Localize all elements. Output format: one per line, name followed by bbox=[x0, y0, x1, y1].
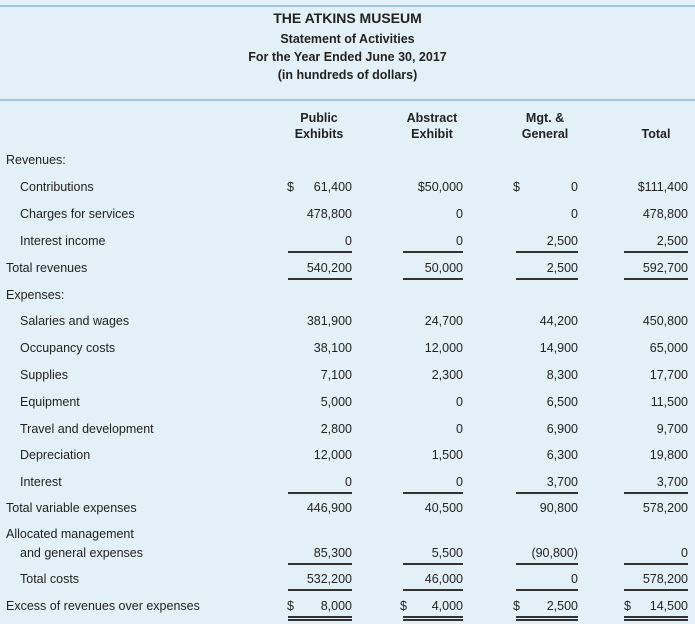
table-cell: 14,900 bbox=[539, 341, 578, 355]
table-cell: 0 bbox=[456, 207, 463, 221]
table-cell: 6,500 bbox=[546, 395, 578, 409]
statement-period: For the Year Ended June 30, 2017 bbox=[248, 50, 447, 64]
table-cell: 65,000 bbox=[649, 341, 688, 355]
underline bbox=[624, 563, 688, 565]
dollar-sign: $ bbox=[513, 180, 520, 194]
underline bbox=[624, 251, 688, 253]
underline bbox=[288, 616, 352, 618]
column-header-line2: Total bbox=[641, 127, 671, 141]
double-underline bbox=[624, 619, 688, 621]
table-cell: 2,500 bbox=[546, 234, 578, 248]
row-label: Expenses: bbox=[6, 288, 65, 302]
table-cell: 2,300 bbox=[431, 368, 463, 382]
table-cell: 0 bbox=[456, 395, 463, 409]
column-header-line1: Public bbox=[300, 111, 338, 125]
column-header-line2: Exhibit bbox=[411, 127, 453, 141]
dollar-sign: $ bbox=[513, 599, 520, 613]
table-cell: 478,800 bbox=[306, 207, 352, 221]
underline bbox=[624, 278, 688, 280]
row-label: Interest income bbox=[20, 234, 106, 248]
table-cell: (90,800) bbox=[531, 546, 578, 560]
table-cell: 3,700 bbox=[656, 475, 688, 489]
table-cell: 40,500 bbox=[424, 501, 463, 515]
top-rule bbox=[0, 5, 695, 7]
table-cell: 9,700 bbox=[656, 422, 688, 436]
underline bbox=[403, 492, 463, 494]
underline bbox=[288, 251, 352, 253]
underline bbox=[403, 589, 463, 591]
dollar-sign: $ bbox=[287, 599, 294, 613]
table-cell: 44,200 bbox=[539, 314, 578, 328]
column-header-line2: Exhibits bbox=[294, 127, 344, 141]
double-underline bbox=[516, 619, 578, 621]
table-cell: 11,500 bbox=[650, 395, 688, 409]
table-cell: 8,000 bbox=[320, 599, 352, 613]
underline bbox=[288, 492, 352, 494]
table-cell: 4,000 bbox=[431, 599, 463, 613]
underline bbox=[624, 492, 688, 494]
table-cell: 0 bbox=[571, 572, 578, 586]
column-header-line1 bbox=[606, 110, 695, 126]
row-label: Supplies bbox=[20, 368, 68, 382]
table-cell: 0 bbox=[345, 475, 352, 489]
underline bbox=[516, 616, 578, 618]
column-header-1 bbox=[382, 110, 482, 142]
column-header-line1: Abstract bbox=[406, 111, 458, 125]
underline bbox=[403, 251, 463, 253]
table-cell: 61,400 bbox=[313, 180, 352, 194]
column-header-0 bbox=[269, 110, 369, 142]
table-cell: 14,500 bbox=[649, 599, 688, 613]
double-underline bbox=[403, 619, 463, 621]
table-cell: $111,400 bbox=[637, 180, 688, 194]
table-cell: 17,700 bbox=[649, 368, 688, 382]
row-label: Salaries and wages bbox=[20, 314, 130, 328]
row-label: Excess of revenues over expenses bbox=[6, 599, 200, 613]
table-cell: 38,100 bbox=[313, 341, 352, 355]
row-label: Charges for services bbox=[20, 207, 135, 221]
table-cell: 19,800 bbox=[649, 448, 688, 462]
table-cell: 0 bbox=[456, 234, 463, 248]
row-label-continued: and general expenses bbox=[20, 546, 144, 560]
dollar-sign: $ bbox=[624, 599, 631, 613]
underline bbox=[516, 278, 578, 280]
table-cell: 12,000 bbox=[313, 448, 352, 462]
table-cell: 6,300 bbox=[546, 448, 578, 462]
row-label: Equipment bbox=[20, 395, 80, 409]
table-cell: 50,000 bbox=[424, 261, 463, 275]
dollar-sign: $ bbox=[287, 180, 294, 194]
table-cell: 0 bbox=[571, 207, 578, 221]
dollar-sign: $ bbox=[400, 599, 407, 613]
table-cell: 0 bbox=[456, 422, 463, 436]
table-cell: 578,200 bbox=[642, 572, 688, 586]
row-label: Interest bbox=[20, 475, 62, 489]
underline bbox=[403, 278, 463, 280]
table-cell: 7,100 bbox=[320, 368, 352, 382]
underline bbox=[516, 492, 578, 494]
table-cell: 2,500 bbox=[656, 234, 688, 248]
table-cell: 24,700 bbox=[424, 314, 463, 328]
row-label: Allocated management bbox=[6, 527, 134, 541]
table-cell: 2,800 bbox=[320, 422, 352, 436]
underline bbox=[516, 251, 578, 253]
table-cell: 8,300 bbox=[546, 368, 578, 382]
underline bbox=[624, 589, 688, 591]
table-cell: 0 bbox=[681, 546, 688, 560]
table-cell: 2,500 bbox=[546, 599, 578, 613]
underline bbox=[288, 278, 352, 280]
underline bbox=[403, 616, 463, 618]
table-cell: 46,000 bbox=[424, 572, 463, 586]
underline bbox=[403, 563, 463, 565]
column-header-3 bbox=[606, 110, 695, 142]
table-cell: 478,800 bbox=[642, 207, 688, 221]
table-cell: 2,500 bbox=[546, 261, 578, 275]
table-cell: 578,200 bbox=[642, 501, 688, 515]
column-header-line1: Mgt. & bbox=[525, 111, 565, 125]
row-label: Depreciation bbox=[20, 448, 91, 462]
table-cell: 532,200 bbox=[306, 572, 352, 586]
table-cell: 381,900 bbox=[306, 314, 352, 328]
table-cell: 540,200 bbox=[306, 261, 352, 275]
table-cell: $50,000 bbox=[417, 180, 463, 194]
table-cell: 0 bbox=[456, 475, 463, 489]
column-header-2 bbox=[495, 110, 595, 142]
row-label: Total costs bbox=[20, 572, 80, 586]
double-underline bbox=[288, 619, 352, 621]
table-cell: 5,500 bbox=[431, 546, 463, 560]
row-label: Total variable expenses bbox=[6, 501, 137, 515]
table-cell: 446,900 bbox=[306, 501, 352, 515]
row-label: Travel and development bbox=[20, 422, 154, 436]
row-label: Occupancy costs bbox=[20, 341, 116, 355]
table-cell: 592,700 bbox=[642, 261, 688, 275]
table-cell: 5,000 bbox=[320, 395, 352, 409]
table-cell: 450,800 bbox=[642, 314, 688, 328]
row-label: Total revenues bbox=[6, 261, 88, 275]
table-cell: 90,800 bbox=[539, 501, 578, 515]
row-label: Revenues: bbox=[6, 153, 66, 167]
statement-header bbox=[0, 6, 695, 98]
table-cell: 0 bbox=[571, 180, 578, 194]
underline bbox=[516, 563, 578, 565]
statement-units: (in hundreds of dollars) bbox=[277, 68, 418, 82]
table-cell: 12,000 bbox=[424, 341, 463, 355]
underline bbox=[288, 563, 352, 565]
table-cell: 3,700 bbox=[546, 475, 578, 489]
statement-title: Statement of Activities bbox=[280, 32, 415, 46]
organization-name: THE ATKINS MUSEUM bbox=[273, 10, 422, 26]
column-header-line2: General bbox=[521, 127, 569, 141]
table-cell: 6,900 bbox=[546, 422, 578, 436]
table-cell: 85,300 bbox=[313, 546, 352, 560]
underline bbox=[288, 589, 352, 591]
table-cell: 1,500 bbox=[431, 448, 463, 462]
underline bbox=[624, 616, 688, 618]
underline bbox=[516, 589, 578, 591]
header-rule bbox=[0, 99, 695, 101]
table-cell: 0 bbox=[345, 234, 352, 248]
row-label: Contributions bbox=[20, 180, 94, 194]
